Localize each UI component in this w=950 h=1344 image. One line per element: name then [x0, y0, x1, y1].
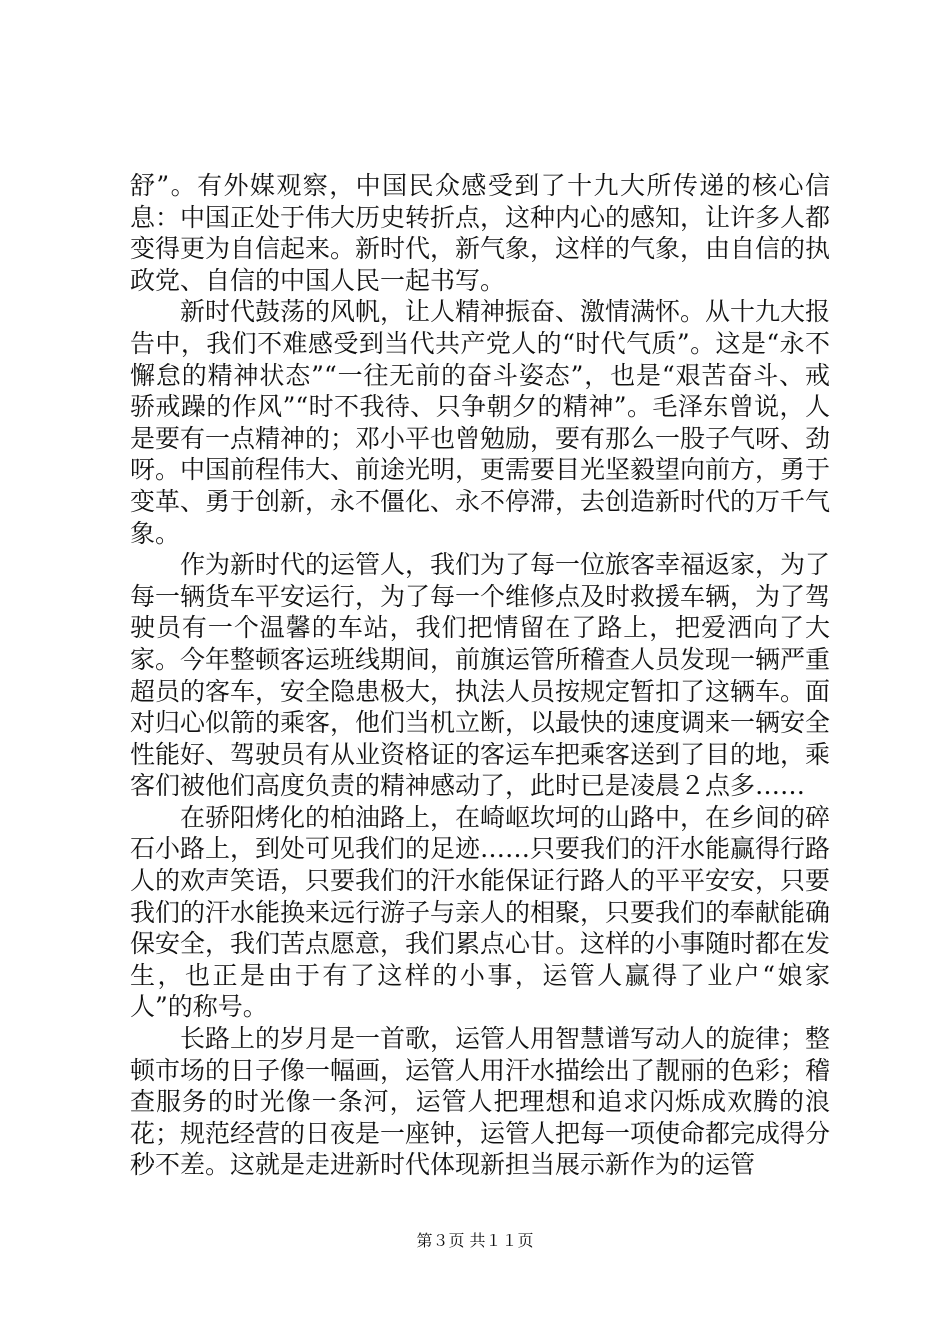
paragraph-continuation: 舒”。有外媒观察，中国民众感受到了十九大所传递的核心信息：中国正处于伟大历史转折点，这种内心的感知，让许多人都变得更为自信起来。新时代，新气象，这样的气象，由自信的执政党、自信的中国人民一起书写。 [130, 171, 831, 295]
paragraph: 新时代鼓荡的风帆，让人精神振奋、激情满怀。从十九大报告中，我们不难感受到当代共产党人的“时代气质”。这是“永不懈怠的精神状态”“一往无前的奋斗姿态”，也是“艰苦奋斗、戒骄戒躁的作风”“时不我待、只争朝夕的精神”。毛泽东曾说，人是要有一点精神的；邓小平也曾勉励，要有那么一股子气呀、劲呀。中国前程伟大、前途光明，更需要目光坚毅望向前方，勇于变革、勇于创新，永不僵化、永不停滞，去创造新时代的万千气象。 [130, 297, 831, 548]
document-body [130, 170, 830, 1181]
paragraph: 在骄阳烤化的柏油路上，在崎岖坎坷的山路中，在乡间的碎石小路上，到处可见我们的足迹……只要我们的汗水能赢得行路人的欢声笑语，只要我们的汗水能保证行路人的平平安安，只要我们的汗水能换来远行游子与亲人的相聚，只要我们的奉献能确保安全，我们苦点愿意，我们累点心甘。这样的小事随时都在发生，也正是由于有了这样的小事，运管人赢得了业户“娘家人”的称号。 [130, 802, 831, 1022]
paragraph: 长路上的岁月是一首歌，运管人用智慧谱写动人的旋律；整顿市场的日子像一幅画，运管人用汗水描绘出了靓丽的色彩；稽查服务的时光像一条河，运管人把理想和追求闪烁成欢腾的浪花；规范经营的日夜是一座钟，运管人把每一项使命都完成得分秒不差。这就是走进新时代体现新担当展示新作为的运管 [130, 1024, 831, 1180]
paragraph: 作为新时代的运管人，我们为了每一位旅客幸福返家，为了每一辆货车平安运行，为了每一个维修点及时救援车辆，为了驾驶员有一个温馨的车站，我们把情留在了路上，把爱洒向了大家。今年整顿客运班线期间，前旗运管所稽查人员发现一辆严重超员的客车，安全隐患极大，执法人员按规定暂扣了这辆车。面对归心似箭的乘客，他们当机立断，以最快的速度调来一辆安全性能好、驾驶员有从业资格证的客运车把乘客送到了目的地，乘客们被他们高度负责的精神感动了，此时已是凌晨２点多…… [130, 550, 831, 801]
page-footer [0, 1228, 950, 1251]
page-number: 第３页 共１１页 [416, 1231, 534, 1250]
